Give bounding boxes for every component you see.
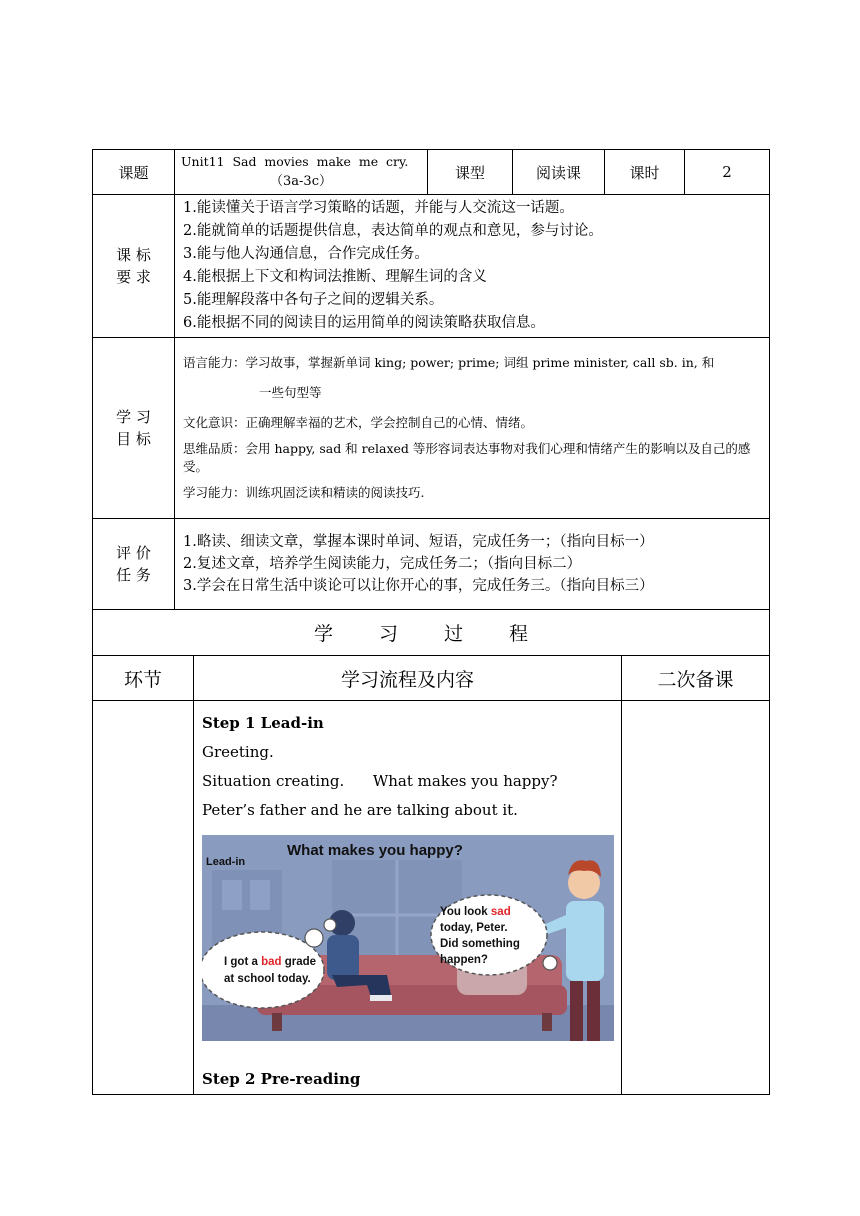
topic-line-1: Unit11 Sad movies make me cry. xyxy=(181,154,409,169)
tasks-label-1: 评 价 xyxy=(116,544,151,562)
type-label: 课型 xyxy=(428,150,513,195)
goals-label xyxy=(93,338,175,519)
step1-line: Greeting. xyxy=(202,743,274,761)
topic-label: 课题 xyxy=(93,150,175,195)
tasks-label-2: 任 务 xyxy=(116,566,151,584)
topic-value xyxy=(175,150,428,195)
standard-item: 6.能根据不同的阅读目的运用简单的阅读策略获取信息。 xyxy=(183,315,545,331)
task-item: 1.略读、细读文章，掌握本课时单词、短语，完成任务一；（指向目标一） xyxy=(183,534,654,550)
process-title: 学 习 过 程 xyxy=(93,610,770,656)
task-item: 2.复述文章，培养学生阅读能力，完成任务二；（指向目标二） xyxy=(183,556,582,572)
stage-cell xyxy=(93,701,194,1095)
period-value: 2 xyxy=(685,150,770,195)
standard-item: 2.能就简单的话题提供信息，表达简单的观点和意见，参与讨论。 xyxy=(183,223,603,239)
type-value: 阅读课 xyxy=(513,150,605,195)
bubble-left-line-1: I got a bad grade xyxy=(224,956,317,968)
standards-label-1: 课 标 xyxy=(116,246,151,264)
goal-language-line-1: 语言能力：学习故事，掌握新单词 king; power; prime; 词组 prime minister, call sb. in, 和 xyxy=(183,355,715,370)
step1-line: Situation creating. What makes you happy? xyxy=(202,772,558,790)
standards-list xyxy=(175,195,770,338)
bubble-left-line-2: at school today. xyxy=(224,973,311,985)
lead-in-picture xyxy=(202,835,614,1041)
picture-tag: Lead-in xyxy=(206,856,246,868)
info-table xyxy=(92,149,770,610)
standard-item: 3.能与他人沟通信息，合作完成任务。 xyxy=(183,246,429,262)
step1-title: Step 1 Lead-in xyxy=(202,714,324,732)
bubble-right-line-4: happen? xyxy=(440,954,488,966)
goals-list xyxy=(175,338,770,519)
goal-language-line-2: 一些句型等 xyxy=(259,385,322,400)
goals-label-1: 学 习 xyxy=(116,408,151,426)
bubble-right-line-1: You look sad xyxy=(440,906,511,918)
col-content-header: 学习流程及内容 xyxy=(194,656,622,701)
prep-cell xyxy=(622,701,770,1095)
picture-title: What makes you happy? xyxy=(287,842,463,859)
standards-label-2: 要 求 xyxy=(116,268,151,286)
step2-title: Step 2 Pre-reading xyxy=(202,1070,361,1088)
goal-learning: 学习能力：训练巩固泛读和精读的阅读技巧. xyxy=(183,485,425,500)
tasks-list xyxy=(175,519,770,610)
period-label: 课时 xyxy=(605,150,685,195)
content-cell xyxy=(194,701,622,1095)
task-item: 3.学会在日常生活中谈论可以让你开心的事，完成任务三。（指向目标三） xyxy=(183,578,654,594)
standard-item: 4.能根据上下文和构词法推断、理解生词的含义 xyxy=(183,269,487,285)
bubble-right-line-2: today, Peter. xyxy=(440,922,508,934)
goal-language xyxy=(183,354,761,402)
lesson-plan xyxy=(92,149,769,1095)
bubble-right-line-3: Did something xyxy=(440,938,520,950)
standards-label xyxy=(93,195,175,338)
step1-line: Peter’s father and he are talking about it. xyxy=(202,801,518,819)
tasks-label xyxy=(93,519,175,610)
standard-item: 5.能理解段落中各句子之间的逻辑关系。 xyxy=(183,292,444,308)
standard-item: 1.能读懂关于语言学习策略的话题，并能与人交流这一话题。 xyxy=(183,200,574,216)
topic-line-2: （3a-3c） xyxy=(270,174,332,189)
col-stage-header: 环节 xyxy=(93,656,194,701)
process-table xyxy=(92,609,770,1095)
goals-label-2: 目 标 xyxy=(116,430,151,448)
goal-thinking: 思维品质：会用 happy, sad 和 relaxed 等形容词表达事物对我们心理和情绪产生的影响以及自己的感受。 xyxy=(183,441,751,474)
goal-culture: 文化意识：正确理解幸福的艺术，学会控制自己的心情、情绪。 xyxy=(183,415,534,430)
col-prep-header: 二次备课 xyxy=(622,656,770,701)
